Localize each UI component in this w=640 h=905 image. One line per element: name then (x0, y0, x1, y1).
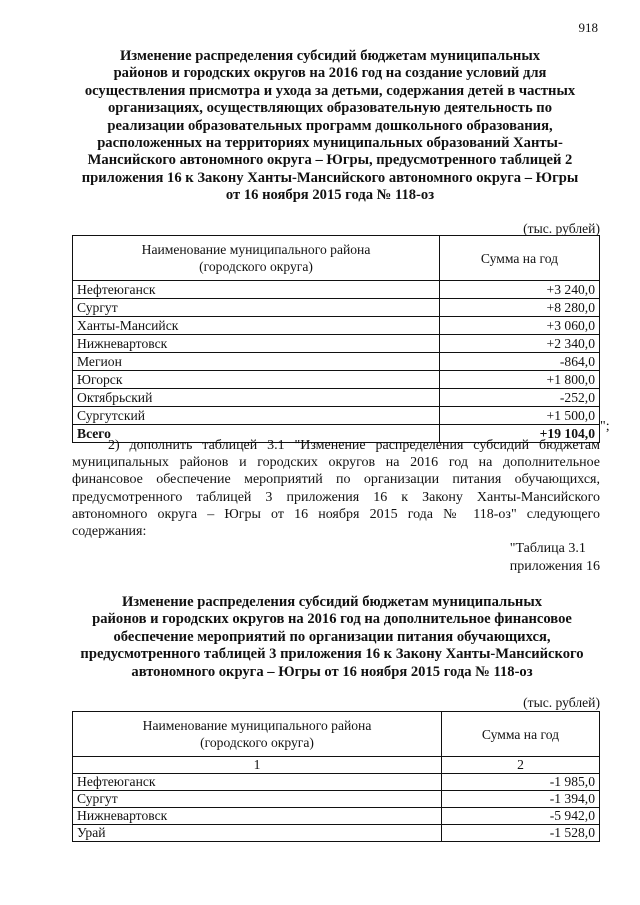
paragraph-line: 2) дополнить таблицей 3.1 "Изменение распределения субсидий бюджетам (108, 438, 600, 453)
title-line: приложения 16 к Закону Ханты-Мансийского автономного округа – Югры (81, 169, 579, 186)
table-1-unit: (тыс. рублей) (523, 221, 600, 236)
title-line: обеспечение мероприятий по организации питания обучающихся, (113, 628, 551, 645)
table-row (73, 281, 600, 299)
paragraph-line: содержания: (72, 524, 147, 540)
title-line: Изменение распределения субсидий бюджетам муниципальных (119, 48, 541, 64)
paragraph-line: муниципальных районов и городских округов на 2016 год на дополнительное (72, 455, 600, 471)
title-line: реализации образовательных программ дошкольного образования, (107, 117, 553, 134)
header-line: Наименование муниципального района (142, 718, 372, 733)
closing-quote: "; (600, 419, 610, 434)
paragraph-line: предусмотренного таблицей 3 приложения 16 к Закону Ханты-Мансийского (72, 489, 600, 505)
table-row (73, 371, 600, 389)
caption-line: "Таблица 3.1 (509, 541, 586, 556)
table-row (73, 791, 600, 808)
table-row (73, 389, 600, 407)
table-row (73, 774, 600, 791)
page-number: 918 (578, 20, 598, 35)
sum-cell: -1 528,0 (442, 825, 600, 842)
sum-cell: +3 240,0 (440, 281, 600, 299)
column-header-sum: Сумма на год (440, 236, 600, 281)
column-number: 2 (442, 757, 600, 774)
subsidy-table-1 (72, 235, 600, 443)
title-line: от 16 ноября 2015 года № 118-оз (225, 187, 435, 204)
municipality-cell: Ханты-Мансийск (73, 317, 440, 335)
header-line: (городского округа) (200, 735, 314, 750)
municipality-cell: Мегион (73, 353, 440, 371)
municipality-cell: Нефтеюганск (73, 281, 440, 299)
municipality-cell: Нижневартовск (73, 808, 442, 825)
header-line: (городского округа) (199, 259, 313, 274)
municipality-cell: Сургут (73, 791, 442, 808)
sum-cell: +8 280,0 (440, 299, 600, 317)
title-line: предусмотренного таблицей 3 приложения 16 к Закону Ханты-Мансийского (80, 646, 584, 663)
municipality-cell: Югорск (73, 371, 440, 389)
title-line: организациях, осуществляющих образовательную деятельность по (107, 100, 553, 117)
sum-cell: -1 985,0 (442, 774, 600, 791)
subsidy-table-2 (72, 711, 600, 842)
sum-cell: +1 800,0 (440, 371, 600, 389)
table-row (73, 808, 600, 825)
sum-cell: -864,0 (440, 353, 600, 371)
municipality-cell: Сургут (73, 299, 440, 317)
title-line: расположенных на территориях муниципальных образований Ханты- (97, 135, 563, 152)
table-header-row (73, 712, 600, 757)
caption-line: приложения 16 (509, 559, 600, 574)
table-row (73, 353, 600, 371)
paragraph-line: автономного округа – Югры от 16 ноября 2015 года № 118-оз" следующего (72, 506, 600, 522)
sum-cell: -1 394,0 (442, 791, 600, 808)
table-row (73, 335, 600, 353)
title-line: автономного округа – Югры от 16 ноября 2015 года № 118-оз (131, 663, 533, 680)
sum-cell: +1 500,0 (440, 407, 600, 425)
title-line: районов и городских округов на 2016 год на дополнительное финансовое (92, 611, 572, 628)
table-row (73, 825, 600, 842)
sum-cell: +3 060,0 (440, 317, 600, 335)
total-label: Всего (73, 425, 440, 443)
title-line: районов и городских округов на 2016 год на создание условий для (113, 65, 547, 82)
amendment-paragraph (72, 437, 600, 540)
municipality-cell: Урай (73, 825, 442, 842)
municipality-cell: Октябрьский (73, 389, 440, 407)
column-header-municipality (73, 712, 442, 757)
table-caption (510, 540, 600, 576)
table-row (73, 299, 600, 317)
paragraph-line: финансовое обеспечение мероприятий по организации питания обучающихся, (72, 472, 600, 488)
sum-cell: +2 340,0 (440, 335, 600, 353)
title-line: Изменение распределения субсидий бюджетам муниципальных (121, 594, 543, 610)
column-number: 1 (73, 757, 442, 774)
total-sum: +19 104,0 (440, 425, 600, 443)
title-line: Мансийского автономного округа – Югры, предусмотренного таблицей 2 (87, 152, 573, 169)
title-line: осуществления присмотра и ухода за детьми, содержания детей в частных (84, 82, 576, 99)
header-line: Наименование муниципального района (141, 242, 371, 257)
table-row (73, 407, 600, 425)
column-number-row (73, 757, 600, 774)
municipality-cell: Сургутский (73, 407, 440, 425)
municipality-cell: Нижневартовск (73, 335, 440, 353)
table-header-row (73, 236, 600, 281)
table-2-unit: (тыс. рублей) (523, 695, 600, 710)
column-header-municipality (73, 236, 440, 281)
column-header-sum: Сумма на год (442, 712, 600, 757)
sum-cell: -252,0 (440, 389, 600, 407)
table-2-title (64, 594, 600, 681)
table-row (73, 317, 600, 335)
municipality-cell: Нефтеюганск (73, 774, 442, 791)
sum-cell: -5 942,0 (442, 808, 600, 825)
table-1-title (60, 48, 600, 205)
